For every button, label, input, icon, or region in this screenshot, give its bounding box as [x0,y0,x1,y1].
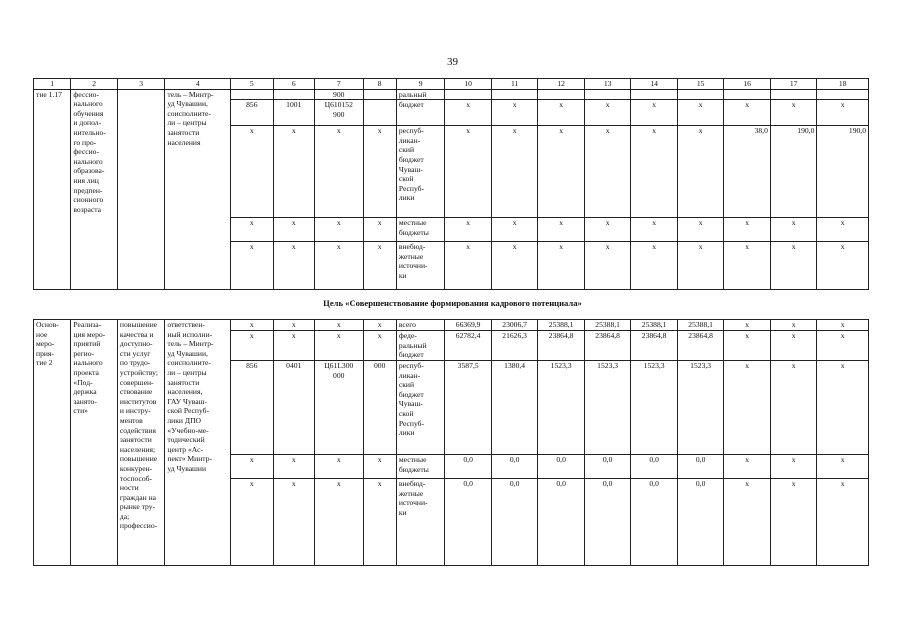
year-value-cell: 23864,8 [677,331,724,361]
code-cell-c6: x [273,218,314,242]
column-number-cell: 2 [71,79,118,90]
year-value-cell: 25388,1 [677,320,724,331]
year-value-cell: 0,0 [491,455,538,479]
code-cell-c5: 856 [231,361,273,455]
year-value-cell: 0,0 [491,479,538,566]
code-cell-c5: x [231,455,273,479]
year-value-cell: x [445,126,492,218]
funding-source-cell: ральный [396,89,445,100]
year-value-cell: x [724,242,771,290]
activity-c3-cell [117,89,165,290]
code-cell-c6: x [273,320,314,331]
year-value-cell: x [491,126,538,218]
code-cell-c8 [363,100,396,126]
year-value-cell: x [817,361,869,455]
year-value-cell: x [724,455,771,479]
code-cell-c6: x [273,242,314,290]
page-number: 39 [447,56,458,68]
year-value-cell: 0,0 [584,479,631,566]
year-value-cell: x [538,100,585,126]
year-value-cell: 1523,3 [584,361,631,455]
column-number-cell: 18 [817,79,869,90]
year-value-cell: 0,0 [538,455,585,479]
funding-source-cell: внебюд- жетные источни- ки [396,242,445,290]
year-value-cell [445,89,492,100]
year-value-cell: x [631,126,678,218]
year-value-cell: x [817,100,869,126]
activity-c3-cell: повышение качества и доступно- сти услуг по трудо- устройству; совершен- ствование институтов и инстру- ментов содействия занятости населения; повышение конкурен- тоспособ- ности граждан на рынке тру- да; профессио- [117,320,165,566]
code-cell-c6: x [273,126,314,218]
year-value-cell: x [584,100,631,126]
year-value-cell: x [724,361,771,455]
column-number-cell: 7 [314,79,363,90]
column-number-cell: 3 [117,79,165,90]
funding-source-cell: местные бюджеты [396,455,445,479]
year-value-cell: x [584,126,631,218]
year-value-cell: 25388,1 [584,320,631,331]
year-value-cell: x [445,242,492,290]
code-cell-c6: 1001 [273,100,314,126]
year-value-cell: x [631,100,678,126]
year-value-cell [631,89,678,100]
year-value-cell: x [770,479,817,566]
budget-table-activity-2 [33,319,869,566]
year-value-cell: x [817,218,869,242]
year-value-cell: 23864,8 [538,331,585,361]
year-value-cell: x [770,455,817,479]
funding-source-cell: феде- ральный бюджет [396,331,445,361]
code-cell-c6: x [273,479,314,566]
year-value-cell: 21626,3 [491,331,538,361]
code-cell-c7: x [314,320,363,331]
year-value-cell: 0,0 [677,479,724,566]
year-value-cell: x [538,126,585,218]
year-value-cell: x [770,100,817,126]
code-cell-c5: x [231,218,273,242]
year-value-cell: x [445,100,492,126]
year-value-cell: 0,0 [584,455,631,479]
year-value-cell: x [677,100,724,126]
funding-source-cell: внебюд- жетные источни- ки [396,479,445,566]
year-value-cell [538,89,585,100]
funding-source-cell: респуб- ликан- ский бюджет Чуваш- ской Респуб- лики [396,126,445,218]
year-value-cell: x [584,242,631,290]
code-cell-c8: x [363,331,396,361]
budget-table-activity-1-17 [33,78,869,290]
year-value-cell: x [724,218,771,242]
funding-source-cell: респуб- ликан- ский бюджет Чуваш- ской Респуб- лики [396,361,445,455]
year-value-cell [584,89,631,100]
activity-c2-cell: фессио- нального обучения и допол- нительно- го про- фессио- нального образова- ния лиц предпен- сионного возраста [71,89,118,290]
code-cell-c8: x [363,455,396,479]
funding-source-cell: местные бюджеты [396,218,445,242]
year-value-cell [770,89,817,100]
year-value-cell: x [538,242,585,290]
year-value-cell: x [817,479,869,566]
code-cell-c8 [363,89,396,100]
year-value-cell: 62782,4 [445,331,492,361]
column-number-cell: 16 [724,79,771,90]
year-value-cell: x [491,100,538,126]
year-value-cell: x [770,218,817,242]
year-value-cell: x [538,218,585,242]
column-number-cell: 9 [396,79,445,90]
activity-c4-cell: тель – Минтр- уд Чувашии, соисполните- ли – центры занятости населения [165,89,231,290]
code-cell-c8: x [363,126,396,218]
code-cell-c5 [231,89,273,100]
code-cell-c5: x [231,320,273,331]
column-number-cell: 15 [677,79,724,90]
year-value-cell: x [817,331,869,361]
code-cell-c6: x [273,455,314,479]
year-value-cell: 0,0 [445,479,492,566]
table-row [34,89,869,100]
year-value-cell: x [724,479,771,566]
year-value-cell [817,89,869,100]
code-cell-c6: x [273,331,314,361]
year-value-cell: 66369,9 [445,320,492,331]
column-number-cell: 13 [584,79,631,90]
code-cell-c7: x [314,218,363,242]
activity-c1-cell: Основ- ное меро- прия- тие 2 [34,320,71,566]
code-cell-c8: x [363,242,396,290]
year-value-cell: x [631,218,678,242]
year-value-cell: x [724,320,771,331]
year-value-cell: x [677,242,724,290]
year-value-cell: 0,0 [631,455,678,479]
column-number-cell: 11 [491,79,538,90]
year-value-cell: 190,0 [770,126,817,218]
year-value-cell: x [491,218,538,242]
year-value-cell: x [817,242,869,290]
activity-c1-cell: тие 1.17 [34,89,71,290]
code-cell-c8: x [363,218,396,242]
code-cell-c7: 900 [314,89,363,100]
column-number-cell: 10 [445,79,492,90]
year-value-cell: x [770,361,817,455]
year-value-cell: 1380,4 [491,361,538,455]
year-value-cell: 0,0 [445,455,492,479]
year-value-cell: x [817,455,869,479]
year-value-cell: x [445,218,492,242]
year-value-cell: 3587,5 [445,361,492,455]
code-cell-c5: x [231,242,273,290]
code-cell-c5: x [231,331,273,361]
code-cell-c5: 856 [231,100,273,126]
year-value-cell: x [677,126,724,218]
code-cell-c7: Ц61L300 000 [314,361,363,455]
code-cell-c6: 0401 [273,361,314,455]
year-value-cell: 25388,1 [631,320,678,331]
code-cell-c5: x [231,126,273,218]
year-value-cell: 0,0 [677,455,724,479]
year-value-cell: x [584,218,631,242]
code-cell-c7: x [314,455,363,479]
year-value-cell: 23864,8 [631,331,678,361]
activity-c2-cell: Реализа- ция меро- приятий регио- нального проекта «Под- держка занято- сти» [71,320,118,566]
goal-title: Цель «Совершенствование формирования кадрового потенциала» [323,298,582,308]
code-cell-c5: x [231,479,273,566]
year-value-cell: x [770,320,817,331]
column-number-cell: 5 [231,79,273,90]
year-value-cell: 25388,1 [538,320,585,331]
column-number-cell: 1 [34,79,71,90]
year-value-cell: 0,0 [538,479,585,566]
year-value-cell: x [770,242,817,290]
year-value-cell: 38,0 [724,126,771,218]
year-value-cell: x [770,331,817,361]
code-cell-c7: x [314,242,363,290]
code-cell-c8: 000 [363,361,396,455]
column-number-cell: 12 [538,79,585,90]
code-cell-c7: x [314,126,363,218]
year-value-cell: x [724,100,771,126]
code-cell-c6 [273,89,314,100]
column-number-cell: 14 [631,79,678,90]
year-value-cell: x [724,331,771,361]
year-value-cell: 190,0 [817,126,869,218]
activity-c4-cell: ответствен- ный исполни- тель – Минтр- уд Чувашии, соисполните- ли – центры занятости населения, ГАУ Чуваш- ской Респуб- лики ДПО «Учебно-ме- тодический центр «Ас- пект» Минтр- уд Чувашии [165,320,231,566]
year-value-cell: 1523,3 [538,361,585,455]
code-cell-c7: x [314,479,363,566]
table-row [34,320,869,331]
year-value-cell [677,89,724,100]
year-value-cell [724,89,771,100]
year-value-cell: 1523,3 [631,361,678,455]
year-value-cell [491,89,538,100]
funding-source-cell: всего [396,320,445,331]
year-value-cell: x [631,242,678,290]
column-number-cell: 6 [273,79,314,90]
year-value-cell: x [677,218,724,242]
column-number-row [34,79,869,90]
code-cell-c7: x [314,331,363,361]
code-cell-c7: Ц610152 900 [314,100,363,126]
year-value-cell: 23864,8 [584,331,631,361]
year-value-cell: x [491,242,538,290]
code-cell-c8: x [363,320,396,331]
code-cell-c8: x [363,479,396,566]
column-number-cell: 4 [165,79,231,90]
year-value-cell: x [817,320,869,331]
funding-source-cell: бюджет [396,100,445,126]
year-value-cell: 0,0 [631,479,678,566]
year-value-cell: 23006,7 [491,320,538,331]
year-value-cell: 1523,3 [677,361,724,455]
column-number-cell: 8 [363,79,396,90]
column-number-cell: 17 [770,79,817,90]
